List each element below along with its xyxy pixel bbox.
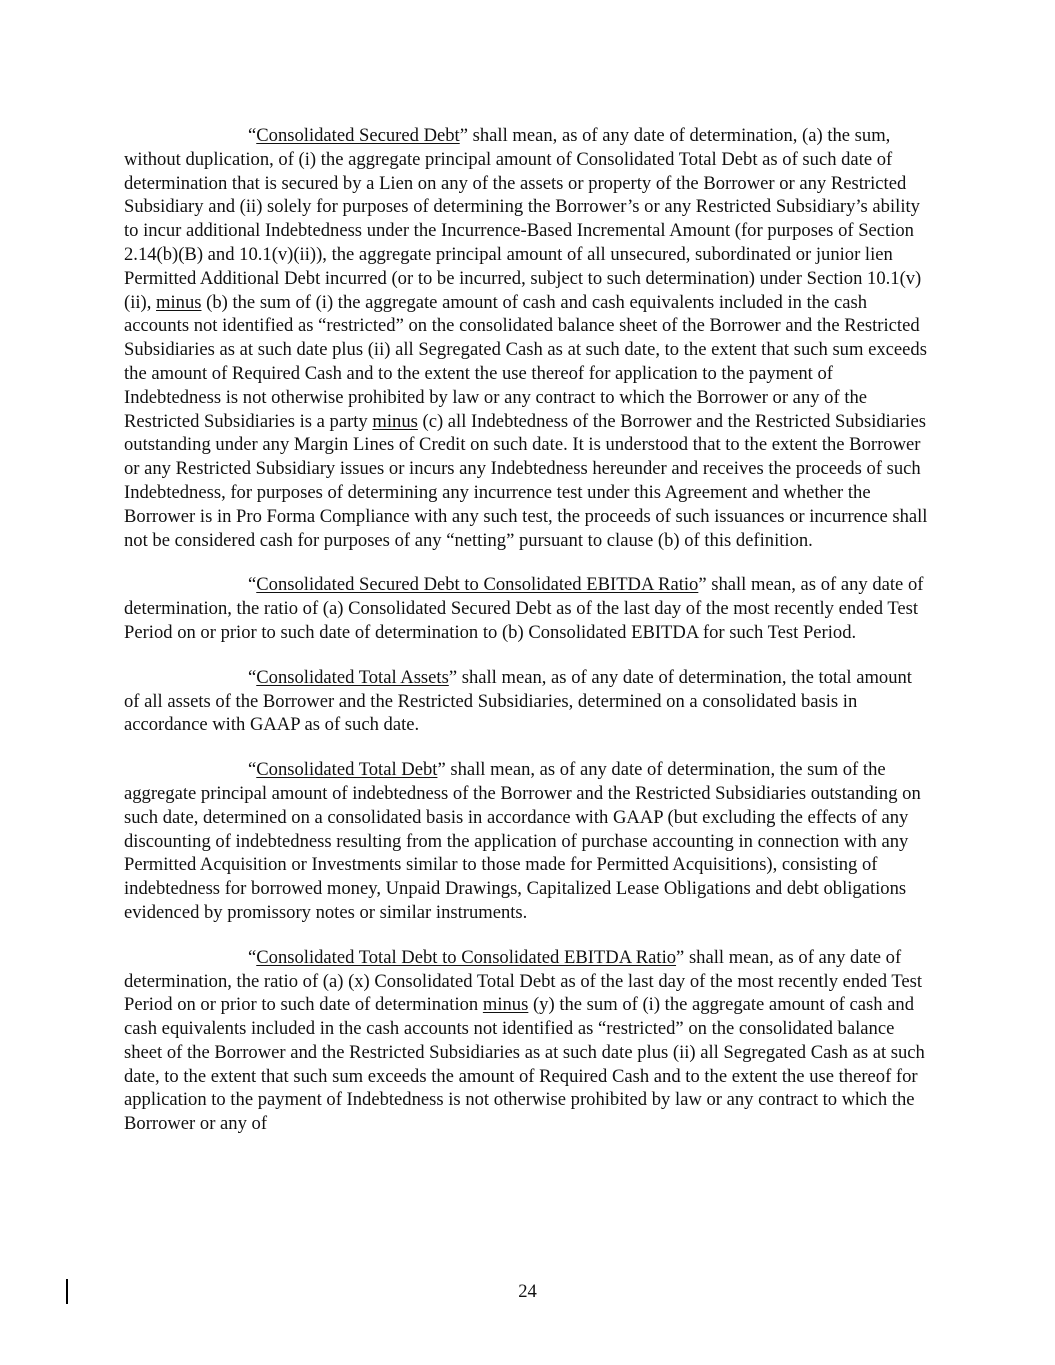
definition-text: (y) the sum of (i) the aggregate amount of cash and cash equivalents included in the cash accounts not identified as “restricted” on the consolidated balance sheet of the Borrower and the Restricted Subsidiaries as at such date plus (ii) all Segregated Cash as at such date, to the extent that such sum exceeds the amount of Required Cash and to the extent the use thereof for application to the payment of Indebtedness is not otherwise prohibited by law or any contract to which the Borrower or any of (124, 994, 925, 1135)
open-quote: “ (248, 125, 257, 146)
definition-text: ” shall mean, as of any date of determination, the sum of the aggregate principal amount of indebtedness of the Borrower and the Restricted Subsidiaries outstanding on such date, determined on a consolidated basis in accordance with GAAP (but excluding the effects of any discounting of indebtedness resulting from the application of purchase accounting in connection with any Permitted Acquisition or Investments similar to those made for Permitted Acquisitions), consisting of indebtedness for borrowed money, Unpaid Drawings, Capitalized Lease Obligations and debt obligations evidenced by promissory notes or similar instruments. (124, 759, 921, 923)
definition-secured-debt-ratio (124, 573, 930, 644)
definition-text: (b) the sum of (i) the aggregate amount of cash and cash equivalents included in the cash accounts not identified as “restricted” on the consolidated balance sheet of the Borrower and the Restricted Subsidiaries as at such date plus (ii) all Segregated Cash as at such date, to the extent that such sum exceeds the amount of Required Cash and to the extent the use thereof for application to the payment of Indebtedness is not otherwise prohibited by law or any contract to which the Borrower or any of the Restricted Subsidiaries is a party (124, 291, 927, 432)
definition-text: ” shall mean, as of any date of determination, the ratio of (a) (x) Consolidated Total Debt as of the last day of the most recently ended Test Period on or prior to such date of determination (124, 946, 923, 1016)
definition-text: ” shall mean, as of any date of determination, (a) the sum, without duplication, of (i) the aggregate principal amount of Consolidated Total Debt as of such date of determination that is secured by a Lien on any of the assets or property of the Borrower or any Restricted Subsidiary and (ii) solely for purposes of determining the Borrower’s or any Restricted Subsidiary’s ability to incur additional Indebtedness under the Incurrence-Based Incremental Amount (for purposes of Section 2.14(b)(B) and 10.1(v)(ii)), the aggregate principal amount of all unsecured, subordinated or junior lien Permitted Additional Debt incurred (or to be incurred, subject to such determination) under Section 10.1(v)(ii), (124, 125, 922, 313)
defined-term: Consolidated Total Debt to Consolidated EBITDA Ratio (256, 946, 677, 968)
definition-consolidated-total-debt (124, 758, 930, 925)
definition-text: ” shall mean, as of any date of determination, the ratio of (a) Consolidated Secured Debt as of the last day of the most recently ended Test Period on or prior to such date of determination to (b) Consolidated EBITDA for such Test Period. (124, 574, 924, 643)
definition-consolidated-total-assets (124, 666, 930, 737)
document-page (124, 124, 930, 1157)
definition-text: (c) all Indebtedness of the Borrower and the Restricted Subsidiaries outstanding under any Margin Lines of Credit on such date. It is understood that to the extent the Borrower or any Restricted Subsidiary issues or incurs any Indebtedness hereunder and receives the proceeds of such Indebtedness, for purposes of determining any incurrence test under this Agreement and whether the Borrower is in Pro Forma Compliance with any such test, the proceeds of such issuances or incurrence shall not be considered cash for purposes of any “netting” pursuant to clause (b) of this definition. (124, 410, 928, 551)
emphasis-minus: minus (372, 410, 418, 432)
emphasis-minus: minus (482, 994, 529, 1016)
open-quote: “ (248, 946, 257, 968)
open-quote: “ (248, 666, 257, 688)
defined-term: Consolidated Total Assets (256, 666, 449, 688)
emphasis-minus: minus (156, 291, 202, 313)
open-quote: “ (248, 759, 257, 781)
definition-text: ” shall mean, as of any date of determination, the total amount of all assets of the Borrower and the Restricted Subsidiaries, determined on a consolidated basis in accordance with GAAP as of such date. (124, 666, 912, 736)
defined-term: Consolidated Secured Debt to Consolidated EBITDA Ratio (256, 574, 699, 596)
page-number: 24 (518, 1281, 537, 1302)
definition-consolidated-secured-debt (124, 124, 930, 552)
defined-term: Consolidated Total Debt (256, 759, 438, 781)
open-quote: “ (248, 574, 257, 596)
definition-total-debt-ratio (124, 946, 930, 1136)
defined-term: Consolidated Secured Debt (256, 125, 460, 146)
